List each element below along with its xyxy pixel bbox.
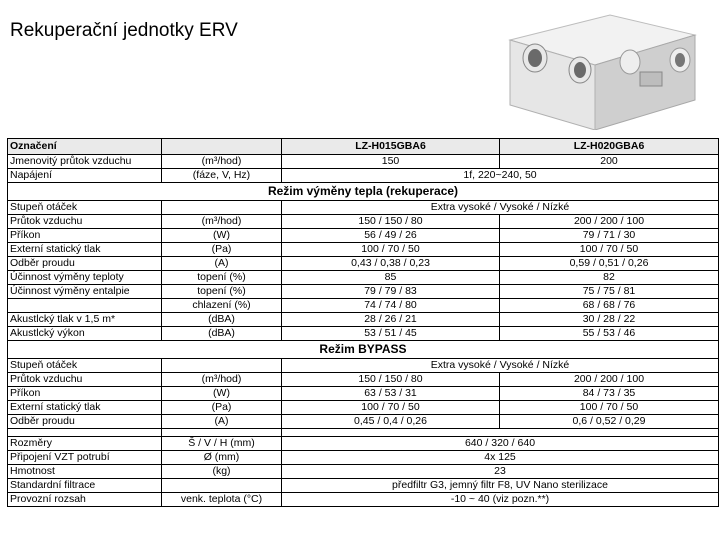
table-row (8, 229, 719, 243)
row-value: 4x 125 (282, 451, 719, 465)
row-value-2: 84 / 73 / 35 (500, 387, 719, 401)
row-unit: chlazení (%) (162, 299, 282, 313)
row-label: Hmotnost (8, 465, 162, 479)
row-label: Stupeň otáček (8, 201, 162, 215)
row-label: Účinnost výměny entalpie (8, 285, 162, 299)
table-row (8, 327, 719, 341)
row-label: Externí statický tlak (8, 243, 162, 257)
row-value-1: 100 / 70 / 50 (282, 243, 500, 257)
row-label: Průtok vzduchu (8, 373, 162, 387)
row-unit (162, 479, 282, 493)
row-unit: topení (%) (162, 271, 282, 285)
row-value-1: 150 / 150 / 80 (282, 373, 500, 387)
row-unit: (W) (162, 229, 282, 243)
row-unit: (dBA) (162, 327, 282, 341)
spec-table (7, 138, 719, 507)
row-unit: (m³/hod) (162, 155, 282, 169)
row-label: Jmenovitý průtok vzduchu (8, 155, 162, 169)
row-value-1: 85 (282, 271, 500, 285)
row-unit: (m³/hod) (162, 373, 282, 387)
table-header-row (8, 139, 719, 155)
row-value: 23 (282, 465, 719, 479)
row-unit: (A) (162, 257, 282, 271)
model-2-name: LZ-H020GBA6 (500, 139, 719, 155)
row-label: Stupeň otáček (8, 359, 162, 373)
row-label: Připojení VZT potrubí (8, 451, 162, 465)
table-row (8, 271, 719, 285)
row-value: Extra vysoké / Vysoké / Nízké (282, 359, 719, 373)
row-value-2: 200 (500, 155, 719, 169)
row-value-2: 200 / 200 / 100 (500, 373, 719, 387)
table-row (8, 493, 719, 507)
section-title-bypass: Režim BYPASS (8, 341, 719, 359)
spacer-cell (282, 429, 719, 437)
row-value-1: 100 / 70 / 50 (282, 401, 500, 415)
row-unit: (Pa) (162, 401, 282, 415)
row-unit: (fáze, V, Hz) (162, 169, 282, 183)
row-label: Odběr proudu (8, 415, 162, 429)
row-value-2: 100 / 70 / 50 (500, 243, 719, 257)
row-unit: Š / V / H (mm) (162, 437, 282, 451)
row-unit: (A) (162, 415, 282, 429)
header-unit (162, 139, 282, 155)
table-row (8, 201, 719, 215)
table-row (8, 359, 719, 373)
row-unit: (W) (162, 387, 282, 401)
row-value: 1f, 220~240, 50 (282, 169, 719, 183)
table-row (8, 215, 719, 229)
table-row (8, 155, 719, 169)
table-row (8, 285, 719, 299)
row-label: Příkon (8, 387, 162, 401)
row-value-2: 0,59 / 0,51 / 0,26 (500, 257, 719, 271)
table-row (8, 465, 719, 479)
table-row (8, 243, 719, 257)
row-value: -10 ~ 40 (viz pozn.**) (282, 493, 719, 507)
row-unit: (Pa) (162, 243, 282, 257)
row-label: Účinnost výměny teploty (8, 271, 162, 285)
row-label: Standardní filtrace (8, 479, 162, 493)
row-label: Provozní rozsah (8, 493, 162, 507)
spacer-cell (8, 429, 162, 437)
row-value-1: 56 / 49 / 26 (282, 229, 500, 243)
row-label: Akustlcký výkon (8, 327, 162, 341)
row-value-2: 0,6 / 0,52 / 0,29 (500, 415, 719, 429)
row-value-1: 28 / 26 / 21 (282, 313, 500, 327)
row-label: Akustlcký tlak v 1,5 m* (8, 313, 162, 327)
row-label (8, 299, 162, 313)
row-value-2: 82 (500, 271, 719, 285)
row-label: Napájení (8, 169, 162, 183)
table-row (8, 313, 719, 327)
row-unit: venk. teplota (°C) (162, 493, 282, 507)
row-unit (162, 359, 282, 373)
row-value: 640 / 320 / 640 (282, 437, 719, 451)
row-unit: (m³/hod) (162, 215, 282, 229)
page-title: Rekuperační jednotky ERV (10, 20, 238, 41)
row-label: Externí statický tlak (8, 401, 162, 415)
header-label: Označení (8, 139, 162, 155)
section-title-recuperation: Režim výměny tepla (rekuperace) (8, 183, 719, 201)
row-label: Příkon (8, 229, 162, 243)
table-row (8, 437, 719, 451)
table-row (8, 169, 719, 183)
table-row (8, 257, 719, 271)
row-unit: topení (%) (162, 285, 282, 299)
row-value-1: 0,43 / 0,38 / 0,23 (282, 257, 500, 271)
row-value-2: 68 / 68 / 76 (500, 299, 719, 313)
table-row (8, 479, 719, 493)
row-label: Odběr proudu (8, 257, 162, 271)
row-value-2: 79 / 71 / 30 (500, 229, 719, 243)
row-value: Extra vysoké / Vysoké / Nízké (282, 201, 719, 215)
table-row (8, 451, 719, 465)
row-value-1: 63 / 53 / 31 (282, 387, 500, 401)
row-label: Průtok vzduchu (8, 215, 162, 229)
row-unit: (kg) (162, 465, 282, 479)
table-row (8, 387, 719, 401)
table-row (8, 373, 719, 387)
table-row (8, 415, 719, 429)
row-value-1: 74 / 74 / 80 (282, 299, 500, 313)
model-1-name: LZ-H015GBA6 (282, 139, 500, 155)
erv-unit-image (490, 10, 700, 130)
row-value-1: 150 (282, 155, 500, 169)
row-value-1: 79 / 79 / 83 (282, 285, 500, 299)
row-unit (162, 201, 282, 215)
row-unit: Ø (mm) (162, 451, 282, 465)
row-value-2: 55 / 53 / 46 (500, 327, 719, 341)
row-value: předfiltr G3, jemný filtr F8, UV Nano sterilizace (282, 479, 719, 493)
row-value-2: 30 / 28 / 22 (500, 313, 719, 327)
row-value-2: 75 / 75 / 81 (500, 285, 719, 299)
row-value-2: 200 / 200 / 100 (500, 215, 719, 229)
section-heading (8, 183, 719, 201)
row-value-2: 100 / 70 / 50 (500, 401, 719, 415)
section-heading (8, 341, 719, 359)
spacer-row (8, 429, 719, 437)
table-row (8, 299, 719, 313)
spacer-cell (162, 429, 282, 437)
row-label: Rozměry (8, 437, 162, 451)
row-value-1: 53 / 51 / 45 (282, 327, 500, 341)
row-value-1: 150 / 150 / 80 (282, 215, 500, 229)
row-unit: (dBA) (162, 313, 282, 327)
row-value-1: 0,45 / 0,4 / 0,26 (282, 415, 500, 429)
table-row (8, 401, 719, 415)
